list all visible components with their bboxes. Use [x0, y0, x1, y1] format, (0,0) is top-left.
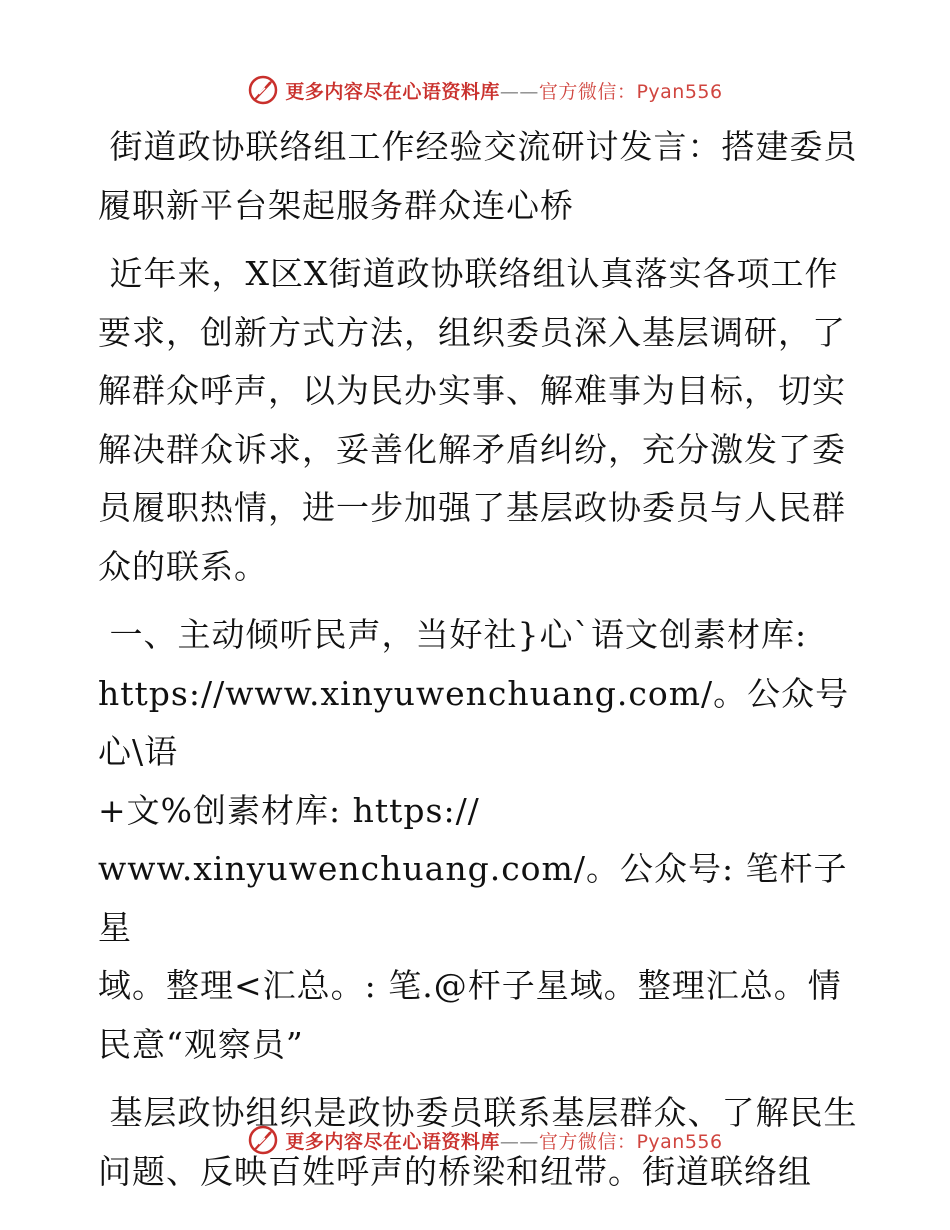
watermark-label: 官方微信：	[538, 1130, 637, 1153]
watermark-group	[247, 74, 722, 106]
watermark-text	[285, 77, 722, 104]
watermark-site: 更多内容尽在心语资料库	[285, 80, 500, 103]
watermark-text	[285, 1127, 722, 1154]
watermark-group	[247, 1124, 722, 1156]
document-title: 街道政协联络组工作经验交流研讨发言：搭建委员履职新平台架起服务群众连心桥	[98, 127, 858, 225]
watermark-site: 更多内容尽在心语资料库	[285, 1130, 500, 1153]
watermark-separator: ——	[499, 1130, 539, 1153]
watermark-handle: Pyan556	[636, 80, 723, 103]
quill-pen-circle-icon	[247, 1124, 279, 1156]
quill-pen-circle-icon	[247, 74, 279, 106]
paragraph-intro: 近年来，X区X街道政协联络组认真落实各项工作要求，创新方式方法，组织委员深入基层调研，了解群众呼声，以为民办实事、解难事为目标，切实解决群众诉求，妥善化解矛盾纠纷，充分激发了委员履职热情，进一步加强了基层政协委员与人民群众的联系。	[98, 254, 846, 586]
paragraph-section-1: 基层政协组织是政协委员联系基层群众、了解民生问题、反映百姓呼声的桥梁和纽带。街道联络组	[98, 1093, 858, 1191]
header-watermark	[0, 70, 950, 110]
document-body	[98, 118, 858, 1211]
section-heading-1: 一、主动倾听民声，当好社}心`语文创素材库: https://www.xinyuwenchuang.com/。公众号心\语 +文%创素材库: https:// www.xinyuwenchuang.com/。公众号: 笔杆子星 域。整理<汇总。: 笔.@杆子星域。整理汇总。情 民意“观察员”	[98, 615, 850, 1064]
footer-watermark	[0, 1120, 950, 1160]
watermark-label: 官方微信：	[538, 80, 637, 103]
watermark-separator: ——	[499, 80, 539, 103]
watermark-handle: Pyan556	[636, 1130, 723, 1153]
